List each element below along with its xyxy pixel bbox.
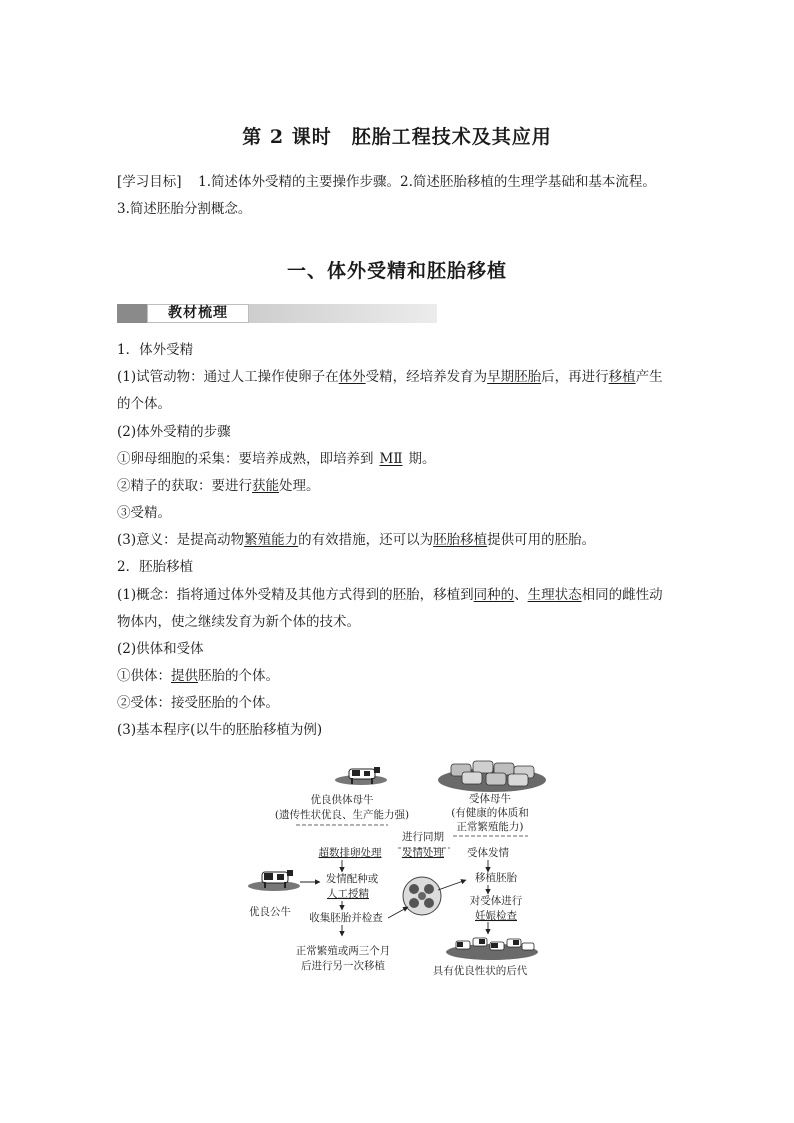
- answer-underline: 生理状态: [527, 587, 582, 603]
- text: (3)意义：是提高动物: [117, 532, 245, 548]
- paragraph-concept: [117, 587, 663, 603]
- embryo-transfer-flow-diagram: [248, 758, 560, 980]
- heading-ivf: 1．体外受精: [117, 342, 194, 358]
- text: 提供可用的胚胎。: [487, 532, 596, 548]
- recipient-herd-illustration: [438, 761, 546, 792]
- label-sync-1: 进行同期: [402, 831, 444, 843]
- label-donor-cow: 优良供体母牛: [310, 794, 374, 806]
- bull-illustration: [248, 870, 300, 891]
- embryo-dish-illustration: [403, 877, 441, 915]
- objectives-text-1: 1.简述体外受精的主要操作步骤。2.简述胚胎移植的生理学基础和基本流程。: [198, 174, 656, 190]
- paragraph-ivf-steps: (2)体外受精的步骤: [117, 424, 231, 440]
- label-donor-desc: (遗传性状优良、生产能力强): [274, 809, 410, 821]
- answer-underline: MⅡ: [379, 451, 403, 467]
- text: 后，再进行: [541, 369, 609, 385]
- arrow: [388, 907, 408, 918]
- text: 处理。: [279, 478, 320, 494]
- step-sperm-acquisition: [117, 478, 320, 494]
- step-oocyte-collection: [117, 451, 436, 467]
- section-banner: [117, 304, 437, 323]
- objectives-line-2: 3.简述胚胎分割概念。: [117, 201, 252, 217]
- text: 胚胎的个体。: [198, 668, 279, 684]
- text: (1)试管动物：通过人工操作使卵子在: [117, 369, 339, 385]
- banner-dark-block: [117, 304, 147, 323]
- donor-cow-illustration: [335, 767, 387, 785]
- label-recipient-estrus: 受体发情: [467, 847, 509, 859]
- text: (1)概念：指将通过体外受精及其他方式得到的胚胎，移植到: [117, 587, 474, 603]
- label-recipient-desc-1: (有健康的体质和: [451, 807, 529, 819]
- label-transfer: 移植胚胎: [475, 872, 517, 884]
- label-collect: 收集胚胎并检查: [309, 912, 383, 924]
- objectives-line-1: [117, 174, 656, 190]
- label-normal-1: 正常繁殖或两三个月: [295, 945, 391, 957]
- section-title: 一、体外受精和胚胎移植: [286, 260, 507, 282]
- answer-underline: 获能: [252, 478, 279, 494]
- offspring-illustration: [446, 938, 538, 960]
- paragraph-test-tube-animal-cont: 的个体。: [117, 396, 171, 412]
- label-mating-2: 人工授精: [327, 888, 369, 900]
- text: 受精，经培养发育为: [365, 369, 488, 385]
- text: 、: [514, 587, 528, 603]
- label-recipient-cow: 受体母牛: [469, 793, 511, 805]
- item-recipient: ②受体：接受胚胎的个体。: [117, 695, 279, 711]
- text: ①卵母细胞的采集：要培养成熟，即培养到: [117, 451, 374, 467]
- paragraph-donor-recipient: (2)供体和受体: [117, 641, 204, 657]
- banner-label: 教材梳理: [147, 304, 249, 323]
- text: ②精子的获取：要进行: [117, 478, 252, 494]
- paragraph-test-tube-animal: [117, 369, 663, 385]
- label-check-2: 妊娠检查: [475, 910, 517, 922]
- label-offspring: 具有优良性状的后代: [432, 965, 528, 977]
- text: 期。: [408, 451, 436, 467]
- answer-underline: 提供: [171, 668, 198, 684]
- paragraph-basic-procedure: (3)基本程序(以牛的胚胎移植为例): [117, 722, 323, 738]
- step-fertilization: ③受精。: [117, 505, 171, 521]
- objectives-label: [学习目标]: [117, 174, 182, 190]
- paragraph-concept-cont: 物体内，使之继续发育为新个体的技术。: [117, 614, 360, 630]
- answer-underline: 移植: [608, 369, 636, 385]
- label-bull: 优良公牛: [249, 906, 291, 918]
- label-check-1: 对受体进行: [469, 895, 523, 907]
- arrow: [438, 880, 466, 890]
- paragraph-significance: [117, 532, 595, 548]
- text: 相同的雌性动: [581, 587, 663, 603]
- text: ①供体：: [117, 668, 171, 684]
- label-recipient-desc-2: 正常繁殖能力): [456, 821, 524, 833]
- answer-underline: 繁殖能力: [244, 532, 299, 548]
- answer-underline: 体外: [338, 369, 366, 385]
- heading-embryo-transfer: 2．胚胎移植: [117, 559, 194, 575]
- answer-underline: 同种的: [473, 587, 515, 603]
- answer-underline: 胚胎移植: [433, 532, 488, 548]
- text: 的有效措施，还可以为: [298, 532, 434, 548]
- label-mating-1: 发情配种或: [325, 873, 379, 885]
- item-donor: [117, 668, 279, 684]
- label-sync-2: 发情处理: [402, 847, 444, 859]
- label-normal-2: 后进行另一次移植: [301, 960, 385, 972]
- answer-underline: 早期胚胎: [487, 369, 542, 385]
- text: 产生: [635, 369, 663, 385]
- label-superovulation: 超数排卵处理: [318, 847, 382, 859]
- lesson-title: 第 2 课时 胚胎工程技术及其应用: [242, 126, 552, 148]
